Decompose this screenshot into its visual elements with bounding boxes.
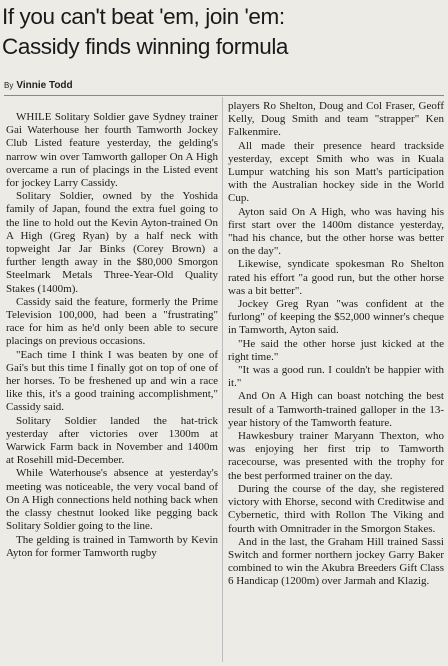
article-column-left [6,111,218,560]
paragraph-continued: players Ro Shelton, Doug and Col Fraser, Geoff Kelly, Doug Smith and team "strapper" Ken Falkenmire. [228,100,444,139]
byline [4,80,73,91]
paragraph: Cassidy said the feature, formerly the Prime Television 100,000, had been a "frustrating" race for him as he'd only been able to secure placings on previous occasions. [6,295,218,348]
paragraph: The gelding is trained in Tamworth by Kevin Ayton for former Tamworth rugby [6,533,218,559]
paragraph: Solitary Soldier landed the hat-trick yesterday after victories over 1300m at Warwick Farm back in November and 1400m at Rosehill mid-December. [6,414,218,467]
paragraph: All made their presence heard trackside yesterday, except Smith who was in Kuala Lumpur watching his son Matt's participation with the Australian hockey side in the World Cup. [228,139,444,205]
column-divider [222,97,223,662]
byline-author: Vinnie Todd [16,80,73,91]
paragraph: "Each time I think I was beaten by one of Gai's but this time I finally got on top of one of her horses. To be freshened up and win a race like this, it's a good training accomplishment," Cassidy said. [6,348,218,414]
divider-rule [4,95,444,96]
paragraph: During the course of the day, she registered victory with Ehorse, second with Creditwise and Cybernetic, third with Rollon The Viking and fourth with Omnitrader in the Smorgon Stakes. [228,482,444,535]
paragraph: While Waterhouse's absence at yesterday's meeting was noticeable, the very vocal band of On A High connections held nothing back when the classy chestnut looked like pegging back Solitary Soldier going to the line. [6,467,218,533]
paragraph: "It was a good run. I couldn't be happier with it." [228,364,444,390]
headline-line-1: If you can't beat 'em, join 'em: [2,4,285,29]
paragraph: Hawkesbury trainer Maryann Thexton, who was enjoying her first trip to Tamworth racecourse, was presented with the trophy for the best performed trainer on the day. [228,430,444,482]
paragraph: Ayton said On A High, who was having his first start over the 1400m distance yesterday, "had his chance, but the other horse was better on the day". [228,205,444,258]
paragraph: And in the last, the Graham Hill trained Sassi Switch and former northern jockey Garry Baker combined to win the Akubra Breeders Gift Class 6 Handicap (1200m) over Jarmah and Klazig. [228,535,444,588]
paragraph: Jockey Greg Ryan "was confident at the furlong" of keeping the $52,000 winner's cheque in Tamworth, Ayton said. [228,298,444,337]
headline-line-2: Cassidy finds winning formula [2,34,289,59]
article-column-right [228,100,444,589]
paragraph: Solitary Soldier, owned by the Yoshida family of Japan, found the extra fuel going to the line to hold out the Kevin Ayton-trained On A High (Greg Ryan) by a half neck with topweight Jar Jar Binks (Corey Brown) a further length away in the $80,000 Smorgon Steelmark Metals Three-Year-Old Quality Stakes (1400m). [6,190,218,295]
paragraph: WHILE Solitary Soldier gave Sydney trainer Gai Waterhouse her fourth Tamworth Jockey Club Listed feature yesterday, the gelding's narrow win over Tamworth galloper On A High overcame a run of placings in the Listed event for jockey Larry Cassidy. [6,111,218,190]
byline-prefix: By [4,81,14,90]
paragraph: And On A High can boast notching the best result of a Tamworth-trained galloper in the 13-year history of the Tamworth feature. [228,390,444,429]
paragraph: Likewise, syndicate spokesman Ro Shelton rated his effort "a good run, but the other horse was a bit better". [228,258,444,297]
paragraph: "He said the other horse just kicked at the right time." [228,337,444,363]
